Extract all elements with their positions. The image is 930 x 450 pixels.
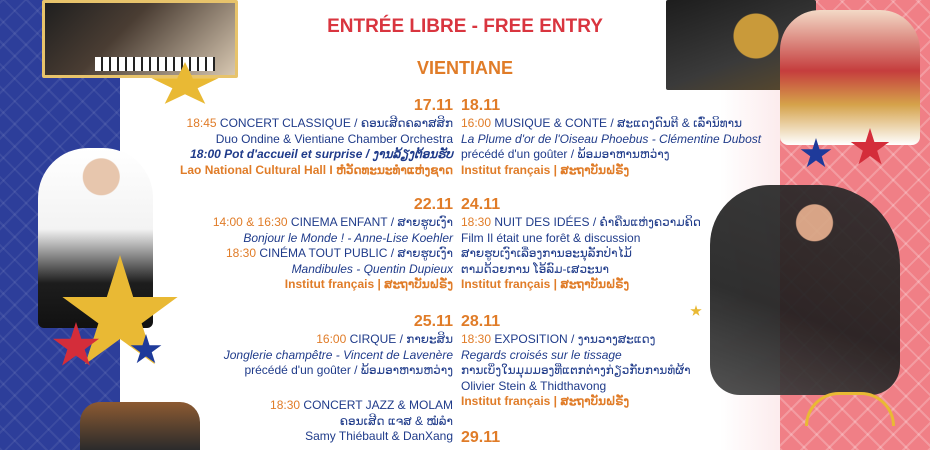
event-22-11	[213, 195, 453, 293]
event-date: 22.11	[413, 196, 453, 213]
event-line: 18:30 NUIT DES IDÉES / ຄ່ຳຄືນແຫ່ງຄວາມຄິດ	[461, 215, 701, 229]
event-line: précédé d'un goûter / ພ້ອມອາຫານຫວ່າງ	[461, 147, 670, 161]
event-line: 16:00 MUSIQUE & CONTE / ສະແດງດົນຕີ & ເລົ່ານິທານ	[461, 116, 742, 130]
entry-notice: ENTRÉE LIBRE - FREE ENTRY	[327, 16, 603, 37]
event-line: 16:00 CIRQUE / ກາຍະສິນ	[316, 332, 453, 346]
event-17-11	[180, 96, 453, 178]
event-28-11	[461, 312, 691, 410]
dancer-photo	[710, 185, 900, 395]
event-line: 18:00 Pot d'accueil et surprise / ງານລ້ຽງຕ້ອນຮັບ	[190, 147, 453, 161]
event-date: 29.11	[461, 429, 501, 446]
event-line: Regards croisés sur le tissage	[461, 347, 622, 362]
event-24-11	[461, 195, 701, 293]
musician-photo	[80, 402, 200, 450]
event-line: ສາຍຮູບເງົາເລື່ອງການອະນຸລັກປ່າໄມ້	[461, 246, 632, 260]
event-line: ຕາມດ້ວຍການ ໂອ້ລົມ-ເສວະນາ	[461, 261, 610, 276]
event-29-11	[461, 428, 500, 448]
event-date: 24.11	[461, 196, 501, 213]
event-venue: Institut français | ສະຖາບັນຝຣັ່ງ	[284, 277, 453, 291]
event-line: Bonjour le Monde ! - Anne-Lise Koehler	[243, 230, 453, 245]
event-line: 18:30 EXPOSITION / ງານວາງສະແດງ	[461, 332, 656, 346]
event-venue: Institut français | ສະຖາບັນຝຣັ່ງ	[461, 162, 630, 177]
event-line: Film Il était une forêt & discussion	[461, 230, 641, 245]
event-jazz-molam	[270, 398, 453, 445]
event-line: précédé d'un goûter / ພ້ອມອາຫານຫວ່າງ	[244, 363, 453, 377]
city-title: VIENTIANE	[416, 58, 513, 78]
event-date: 17.11	[413, 97, 453, 114]
event-date: 28.11	[461, 313, 501, 330]
event-line: Mandibules - Quentin Dupieux	[291, 261, 453, 276]
event-line: La Plume d'or de l'Oiseau Phoebus - Clémentine Dubost	[461, 131, 762, 146]
event-line: 18:45 CONCERT CLASSIQUE / ຄອນເສີດຄລາສສິກ	[186, 116, 453, 130]
event-18-11	[461, 96, 761, 178]
event-line: Samy Thiébault & DanXang	[305, 429, 453, 443]
event-line: 18:30 CONCERT JAZZ & MOLAM	[270, 398, 453, 412]
event-venue: Institut français | ສະຖາບັນຝຣັ່ງ	[461, 394, 630, 408]
event-line: Jonglerie champêtre - Vincent de Lavenère	[223, 347, 453, 362]
event-line: Duo Ondine & Vientiane Chamber Orchestra	[215, 131, 453, 146]
event-line: 18:30 CINÉMA TOUT PUBLIC / ສາຍຮູບເງົາ	[225, 246, 453, 260]
event-venue: Lao National Cultural Hall I ຫໍວັດທະນະທຳແຫ່ງຊາດ	[180, 162, 453, 177]
event-25-11	[224, 312, 453, 379]
event-venue: Institut français | ສະຖາບັນຝຣັ່ງ	[461, 277, 630, 291]
event-date: 18.11	[461, 97, 501, 114]
event-line: 14:00 & 16:30 CINEMA ENFANT / ສາຍຮູບເງົາ	[212, 215, 453, 229]
event-date: 25.11	[413, 313, 453, 330]
event-line: ຄອນເສີດ ແຈສ & ໝໍລຳ	[339, 413, 453, 428]
small-gold-star-icon	[690, 305, 702, 317]
event-line: Olivier Stein & Thidthavong	[461, 378, 607, 393]
event-line: ການເບິ່ງໃນມຸມມອງທີ່ແຕກຕ່າງກ່ຽວກັບການທໍຜ້າ	[461, 363, 691, 377]
